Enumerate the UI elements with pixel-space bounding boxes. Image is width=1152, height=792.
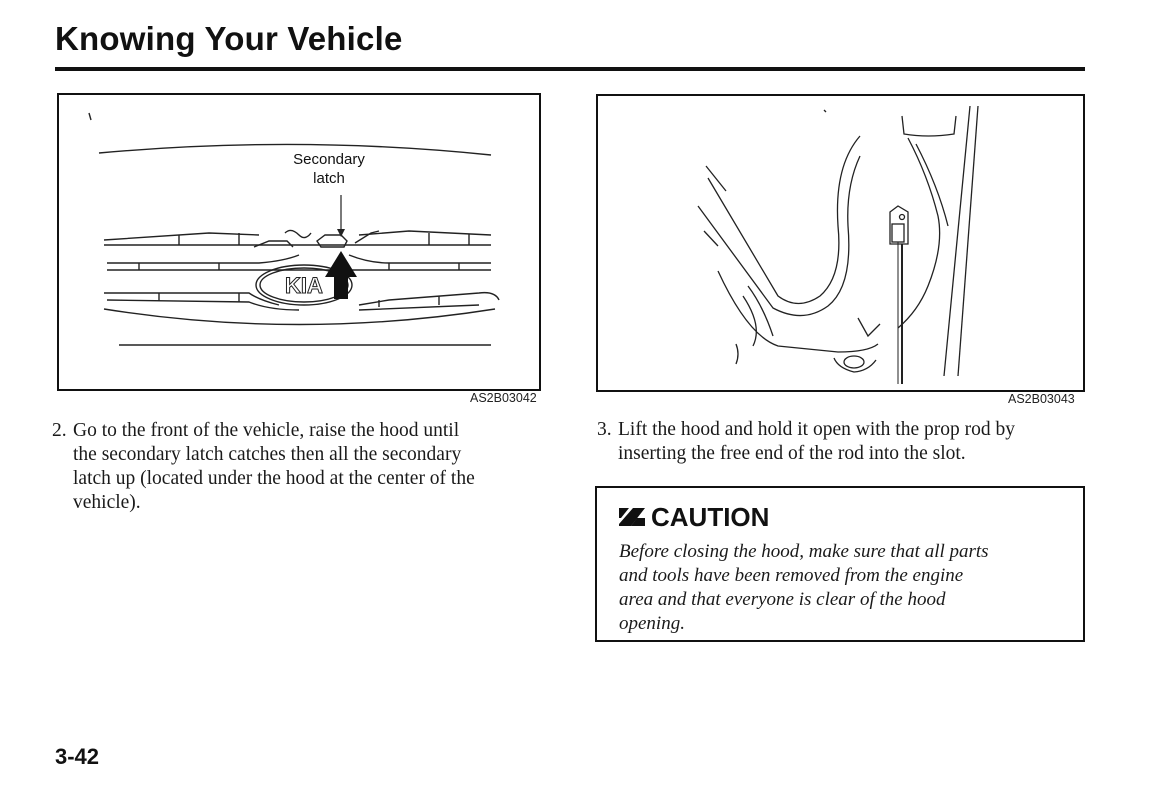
arrow-up-icon (325, 251, 357, 299)
step-line: Lift the hood and hold it open with the prop rod by (618, 419, 1015, 440)
figure-secondary-latch (57, 93, 541, 391)
caution-line: area and that everyone is clear of the hood (619, 589, 946, 610)
callout-secondary-latch (259, 150, 399, 188)
figure-prop-rod (596, 94, 1085, 392)
caution-line: Before closing the hood, make sure that all parts (619, 541, 989, 562)
prop-rod-illustration (598, 96, 1083, 390)
grille-illustration (59, 95, 539, 389)
step-number: 2. (52, 420, 67, 441)
caution-heading (619, 502, 769, 533)
figure-code-right: AS2B03043 (1008, 392, 1075, 406)
step-number: 3. (597, 419, 612, 440)
step-2 (52, 419, 552, 519)
caution-icon (619, 506, 645, 528)
caution-box (595, 486, 1085, 642)
step-line: Go to the front of the vehicle, raise the hood until (73, 420, 460, 441)
step-3 (597, 418, 1097, 468)
callout-line-2: latch (313, 170, 345, 187)
caution-line: opening. (619, 613, 685, 634)
figure-code-left: AS2B03042 (470, 391, 537, 405)
step-line: latch up (located under the hood at the center of the (73, 468, 475, 489)
step-line: vehicle). (73, 492, 141, 513)
step-line: inserting the free end of the rod into the slot. (618, 443, 966, 464)
step-text (73, 419, 475, 515)
page-number: 3-42 (55, 744, 100, 769)
caution-text (619, 540, 1069, 636)
step-line: the secondary latch catches then all the secondary (73, 444, 462, 465)
caution-heading-text: CAUTION (651, 502, 770, 532)
step-text (618, 418, 1015, 466)
page-title: Knowing Your Vehicle (55, 20, 403, 57)
title-divider (55, 67, 1085, 71)
callout-line-1: Secondary (293, 151, 365, 168)
kia-emblem-text: KIA (285, 273, 323, 298)
caution-line: and tools have been removed from the engine (619, 565, 964, 586)
